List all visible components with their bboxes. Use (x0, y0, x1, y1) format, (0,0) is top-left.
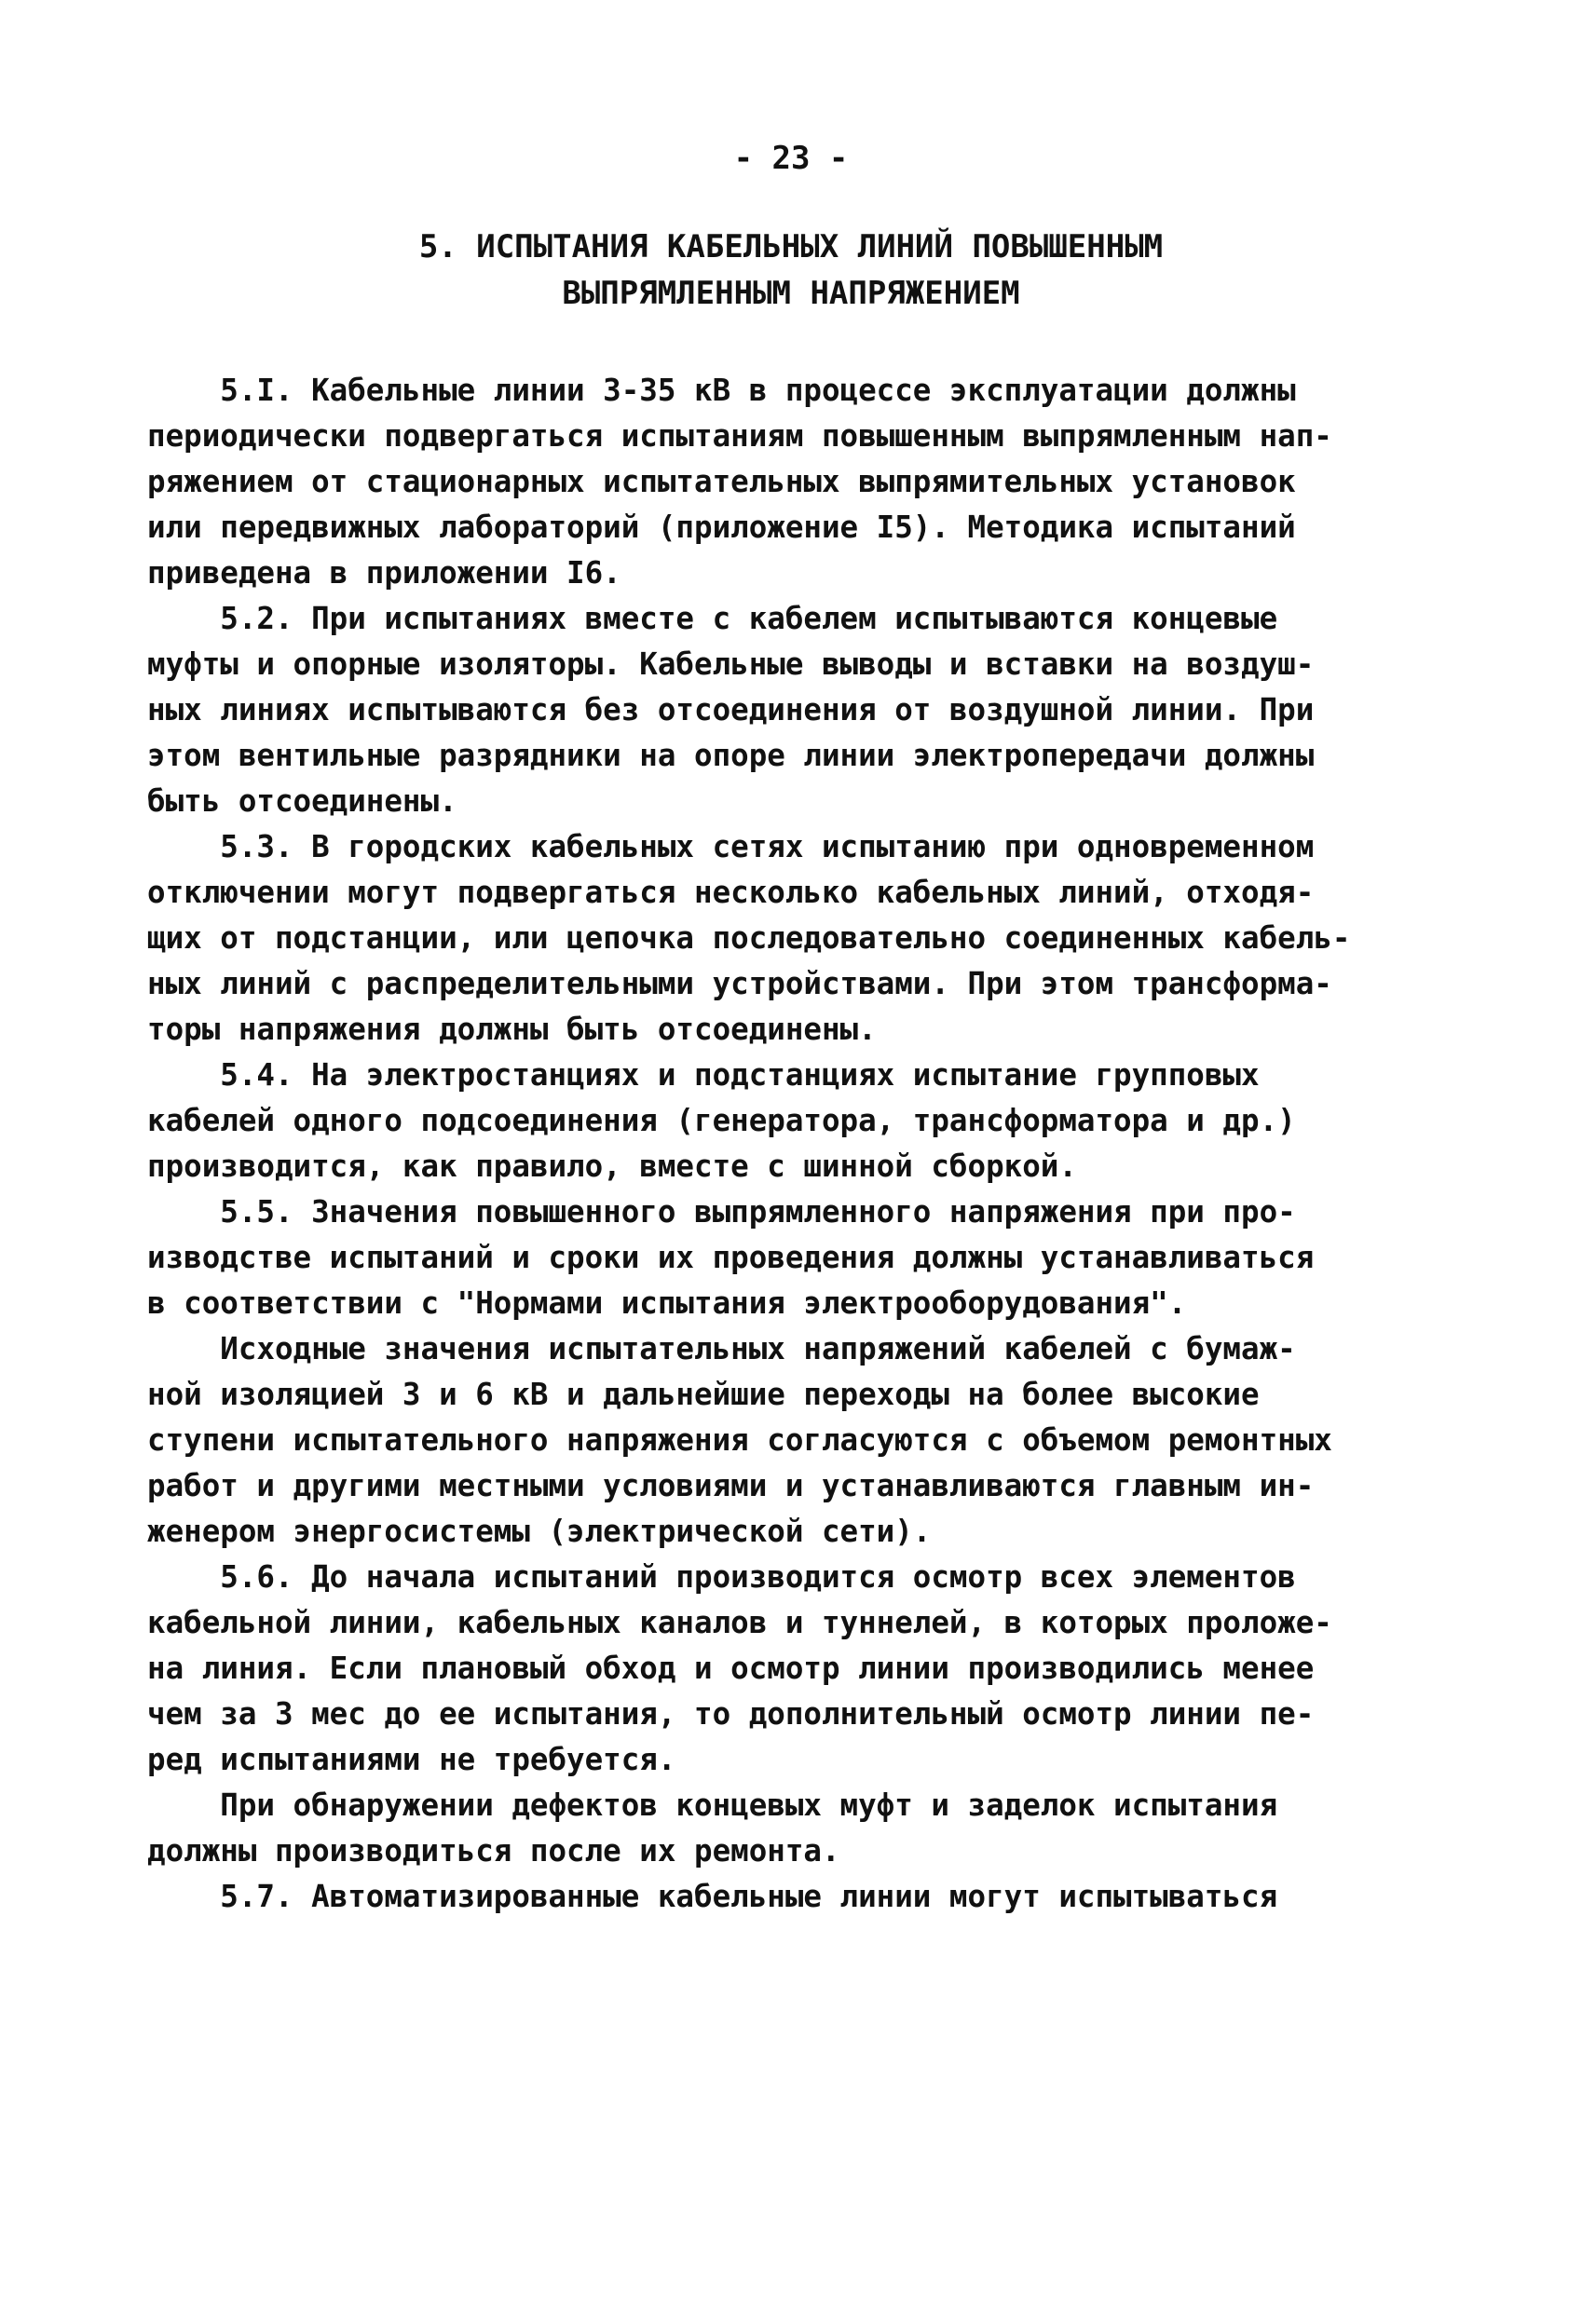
page-number: - 23 - (733, 140, 849, 177)
text-line: 5.5. Значения повышенного выпрямленного напряжения при про- (147, 1194, 1296, 1230)
section-heading-line: ВЫПРЯМЛЕННЫМ НАПРЯЖЕНИЕМ (562, 275, 1020, 312)
text-line: быть отсоединены. (147, 783, 457, 819)
text-line: ных линиях испытываются без отсоединения от воздушной линии. При (147, 692, 1315, 727)
text-line: 5.I. Кабельные линии 3-35 кВ в процессе эксплуатации должны (147, 373, 1296, 408)
text-line: 5.6. До начала испытаний производится осмотр всех элементов (147, 1559, 1296, 1595)
text-line: на линия. Если плановый обход и осмотр линии производились менее (147, 1651, 1315, 1686)
text-line: производится, как правило, вместе с шинной сборкой. (147, 1148, 1077, 1184)
text-line: муфты и опорные изоляторы. Кабельные выводы и вставки на воздуш- (147, 646, 1315, 682)
text-line: ных линий с распределительными устройствами. При этом трансформа- (147, 966, 1332, 1001)
section-heading (0, 224, 1582, 317)
text-line: женером энергосистемы (электрической сети). (147, 1514, 932, 1549)
text-line: щих от подстанции, или цепочка последовательно соединенных кабель- (147, 920, 1351, 956)
text-line: 5.3. В городских кабельных сетях испытанию при одновременном (147, 829, 1315, 864)
text-line: 5.4. На электростанциях и подстанциях испытание групповых (147, 1057, 1260, 1093)
text-line: торы напряжения должны быть отсоединены. (147, 1012, 877, 1047)
text-line: отключении могут подвергаться несколько кабельных линий, отходя- (147, 875, 1315, 910)
body-text (147, 368, 1358, 1920)
text-line: 5.7. Автоматизированные кабельные линии могут испытываться (147, 1879, 1278, 1914)
text-line: кабелей одного подсоединения (генератора, трансформатора и др.) (147, 1103, 1296, 1138)
text-line: ред испытаниями не требуется. (147, 1742, 676, 1777)
text-line: приведена в приложении I6. (147, 555, 621, 591)
section-heading-line: 5. ИСПЫТАНИЯ КАБЕЛЬНЫХ ЛИНИЙ ПОВЫШЕННЫМ (418, 228, 1164, 265)
text-line: чем за 3 мес до ее испытания, то дополнительный осмотр линии пе- (147, 1696, 1315, 1732)
text-line: или передвижных лабораторий (приложение I5). Методика испытаний (147, 510, 1296, 545)
text-line: кабельной линии, кабельных каналов и туннелей, в которых проложе- (147, 1605, 1332, 1640)
text-line: изводстве испытаний и сроки их проведения должны устанавливаться (147, 1240, 1315, 1275)
text-line: этом вентильные разрядники на опоре линии электропередачи должны (147, 738, 1315, 773)
text-line: периодически подвергаться испытаниям повышенным выпрямленным нап- (147, 418, 1332, 454)
text-line: в соответствии с "Нормами испытания электрооборудования". (147, 1285, 1187, 1321)
text-line: При обнаружении дефектов концевых муфт и заделок испытания (147, 1787, 1278, 1823)
text-line: работ и другими местными условиями и устанавливаются главным ин- (147, 1468, 1315, 1503)
text-line: ной изоляцией 3 и 6 кВ и дальнейшие переходы на более высокие (147, 1377, 1260, 1412)
text-line: 5.2. При испытаниях вместе с кабелем испытываются концевые (147, 601, 1278, 636)
text-line: ступени испытательного напряжения согласуются с объемом ремонтных (147, 1422, 1332, 1458)
text-line: ряжением от стационарных испытательных выпрямительных установок (147, 464, 1296, 499)
text-line: Исходные значения испытательных напряжений кабелей с бумаж- (147, 1331, 1296, 1366)
text-line: должны производиться после их ремонта. (147, 1833, 840, 1869)
